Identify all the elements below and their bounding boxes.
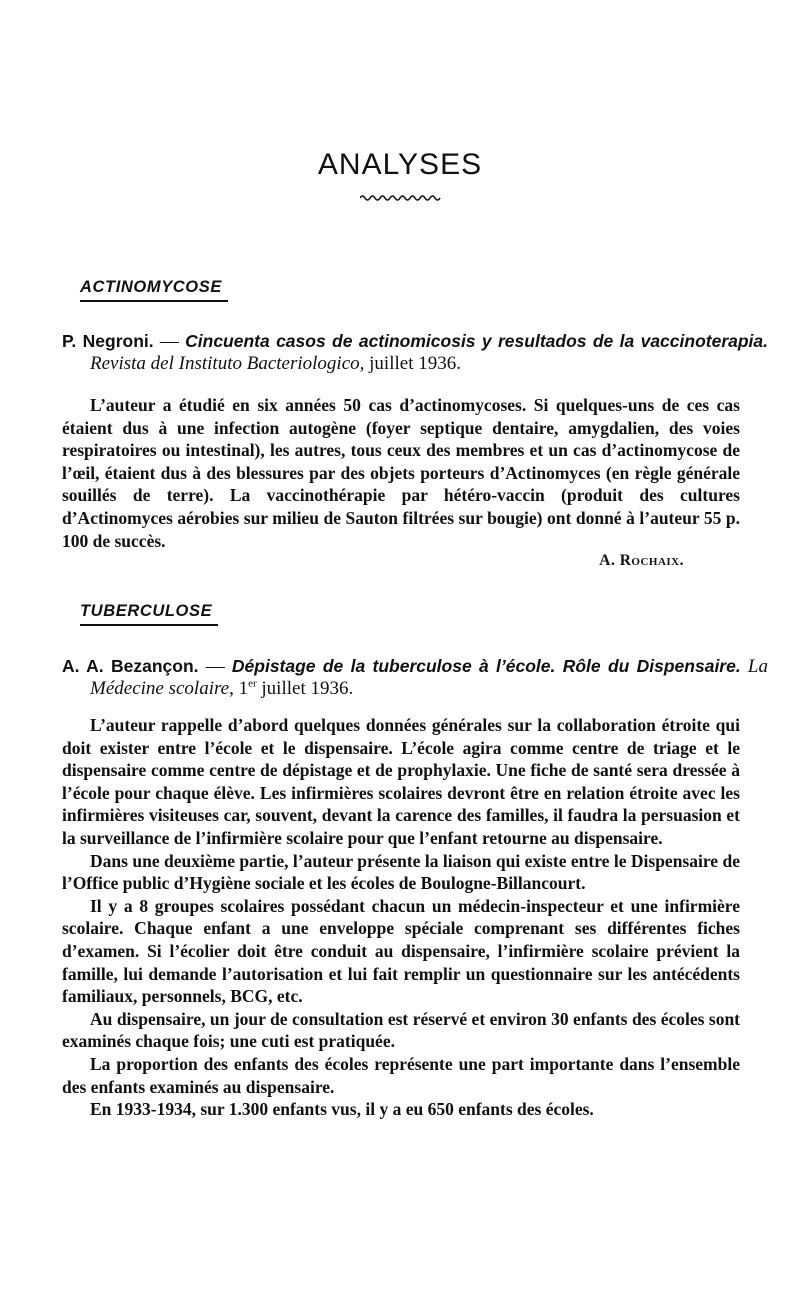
section-heading-actinomycose: ACTINOMYCOSE — [80, 278, 228, 302]
citation-author: A. A. Bezançon. — [62, 656, 199, 676]
page-title: ANALYSES — [317, 148, 483, 181]
abstract-body-actinomycose — [62, 394, 740, 552]
citation-date-rest: juillet 1936. — [256, 678, 354, 699]
signature-rochaix — [420, 552, 684, 570]
abstract-paragraph: Au dispensaire, un jour de consultation est réservé et environ 30 enfants des écoles sont examinés chaque fois; une cuti est pratiquée. — [62, 1008, 740, 1052]
citation-dash: — — [198, 656, 232, 677]
citation-journal: Revista del Instituto Bacteriologico, — [90, 353, 365, 374]
abstract-paragraph: La proportion des enfants des écoles représente une part importante dans l’ensemble des enfants examinés au dispensaire. — [62, 1053, 740, 1097]
citation-date: juillet 1936. — [369, 353, 461, 374]
citation-bezancon — [62, 655, 768, 700]
abstract-paragraph: En 1933-1934, sur 1.300 enfants vus, il y a eu 650 enfants des écoles. — [90, 1099, 594, 1120]
abstract-paragraph: L’auteur a étudié en six années 50 cas d’actinomycoses. Si quelques-uns de ces cas étaient dus à une infection autogène (foyer septique dentaire, amygdalien, des voies respiratoires ou intestinal), les autres, tous ceux des membres et un cas d’actinomycose de l’œil, étaient dus à des blessures par des objets porteurs d’Actinomyces (en règle générale souillés de terre). La vaccinothérapie par hétéro-vaccin (produit des cultures d’Actinomyces aérobies sur milieu de Sauton filtrées sur bougie) ont donné à l’auteur 55 p. 100 de succès. — [62, 395, 740, 551]
citation-date-sup: er — [248, 677, 257, 690]
citation-author: P. Negroni. — [62, 331, 154, 351]
abstract-body-tuberculose — [62, 714, 740, 1121]
citation-negroni — [62, 330, 768, 375]
signature-initial: A. — [599, 552, 616, 569]
citation-journal: La Médecine scolaire, — [90, 656, 768, 699]
abstract-paragraph: L’auteur rappelle d’abord quelques données générales sur la collaboration étroite qui doit exister entre l’école et le dispensaire. L’école agira comme centre de triage et le dispensaire comme centre de dépistage et de prophylaxie. Une fiche de santé sera dressée à l’école pour chaque élève. Les infirmières scolaires devront être en relation étroite avec les infirmières visiteuses car, souvent, devant la carence des familles, il faudra la persuasion et la surveillance de l’infirmière scolaire pour que l’enfant retourne au dispensaire. — [62, 715, 740, 848]
abstract-paragraph: Dans une deuxième partie, l’auteur présente la liaison qui existe entre le Dispensaire de l’Office public d’Hygiène sociale et les écoles de Boulogne-Billancourt. — [62, 850, 740, 894]
wavy-ornament-icon — [360, 193, 442, 203]
citation-title: Cincuenta casos de actinomicosis y resultados de la vaccinoterapia. — [185, 331, 769, 351]
abstract-paragraph: Il y a 8 groupes scolaires possédant chacun un médecin-inspecteur et une infirmière scolaire. Chaque enfant a une enveloppe spéciale comprenant ses différentes fiches d’examen. Si l’écolier doit être conduit au dispensaire, l’infirmière scolaire prévient la famille, lui demande l’autorisation et lui fait remplir un questionnaire sur les antécédents familiaux, personnels, BCG, etc. — [62, 895, 740, 1007]
section-heading-tuberculose: TUBERCULOSE — [80, 602, 218, 626]
citation-dash: — — [153, 331, 186, 352]
signature-name: Rochaix. — [619, 552, 684, 569]
citation-title: Dépistage de la tuberculose à l’école. Rôle du Dispensaire. — [231, 656, 741, 676]
citation-date-day: 1 — [238, 678, 249, 699]
